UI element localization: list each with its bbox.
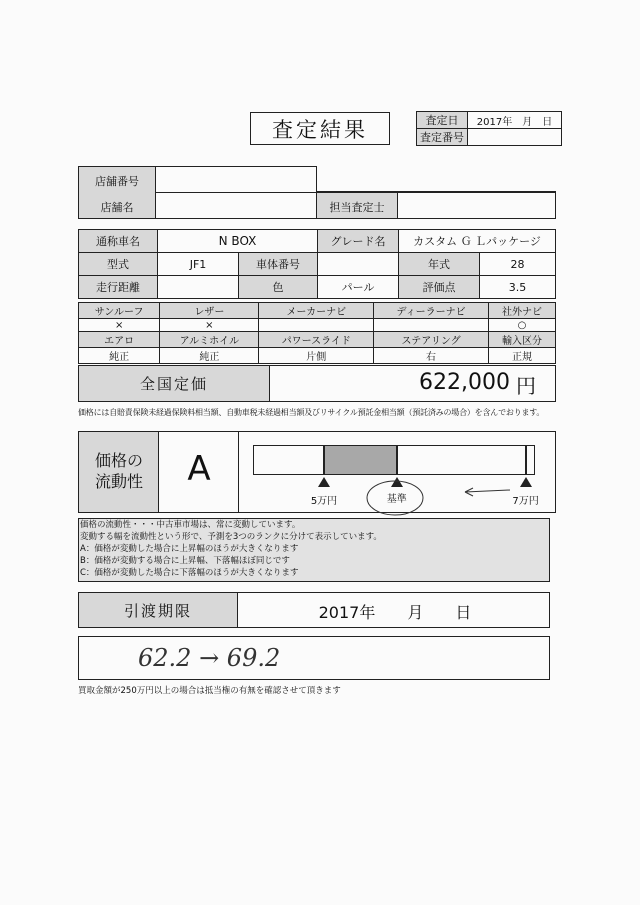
- price-unit: 円: [516, 374, 536, 398]
- title-box: [250, 112, 390, 145]
- marker-center-line: [396, 445, 398, 475]
- explanation-line: A：価格が変動した場合に上昇幅のほうが大きくなります: [80, 544, 299, 554]
- store-number-label: 店舗番号: [95, 175, 139, 188]
- equipment-header-row-1: [79, 303, 556, 319]
- handwritten-annotation-marks: [240, 478, 556, 520]
- grade-value: カスタム Ｇ Ｌパッケージ: [399, 230, 556, 253]
- appraisal-number-value: [468, 129, 562, 146]
- marker-right-line: [525, 445, 527, 475]
- equipment-header: レザー: [160, 303, 259, 319]
- model-label: 型式: [79, 253, 158, 276]
- grade-label: グレード名: [318, 230, 399, 253]
- page-title: 査定結果: [272, 117, 368, 142]
- vehicle-name-label: 通称車名: [79, 230, 158, 253]
- equipment-value-row-1: [79, 319, 556, 332]
- liquidity-label-line-1: 価格の: [94, 451, 143, 470]
- appraisal-date-value: 2017年 月 日: [468, 112, 562, 129]
- equipment-value: ×: [160, 319, 259, 332]
- body-number-label: 車体番号: [239, 253, 318, 276]
- explanation-line: 価格の流動性・・・中古車市場は、常に変動しています。: [80, 520, 301, 530]
- vehicle-table: [78, 229, 556, 299]
- equipment-header-row-2: [79, 332, 556, 348]
- equipment-header: メーカーナビ: [259, 303, 374, 319]
- appraisal-date-label: 査定日: [417, 112, 468, 129]
- equipment-table: [78, 302, 556, 364]
- equipment-value: 片側: [259, 348, 374, 364]
- equipment-value: [259, 319, 374, 332]
- equipment-header: パワースライド: [259, 332, 374, 348]
- equipment-header: アルミホイル: [160, 332, 259, 348]
- color-label: 色: [239, 276, 318, 299]
- liquidity-bar: [253, 445, 535, 475]
- equipment-header: ステアリング: [374, 332, 489, 348]
- marker-label-center: 基準: [386, 494, 407, 505]
- delivery-label: 引渡期限: [123, 601, 192, 620]
- year-label: 年式: [399, 253, 480, 276]
- delivery-value: 2017年 月 日: [318, 603, 472, 622]
- equipment-header: 社外ナビ: [488, 303, 555, 319]
- handwritten-memo: 62.2 → 69.2: [138, 644, 281, 672]
- equipment-header: 輸入区分: [488, 332, 555, 348]
- store-name-label: 店舗名: [100, 201, 134, 214]
- equipment-value: 右: [374, 348, 489, 364]
- appraiser-label: 担当査定士: [329, 201, 385, 214]
- footer-note: 買取金額が250万円以上の場合は抵当権の有無を確認させて頂きます: [78, 686, 341, 696]
- liquidity-label-line-2: 流動性: [94, 472, 143, 491]
- mileage-label: 走行距離: [79, 276, 158, 299]
- header-info-table: [416, 111, 562, 146]
- liquidity-band: [324, 446, 397, 474]
- equipment-value-row-2: [79, 348, 556, 364]
- liquidity-grade: A: [187, 449, 211, 489]
- marker-left-line: [323, 445, 325, 475]
- score-label: 評価点: [399, 276, 480, 299]
- price-value: 622,000: [419, 370, 510, 395]
- equipment-value: 正規: [488, 348, 555, 364]
- equipment-value: 純正: [79, 348, 160, 364]
- equipment-header: ディーラーナビ: [374, 303, 489, 319]
- appraisal-number-label: 査定番号: [417, 129, 468, 146]
- price-note: 価格には自賠責保険未経過保険料相当額、自動車税未経過相当額及びリサイクル預託金相当額（預託済みの場合）を含んでおります。: [78, 408, 545, 417]
- equipment-value: ○: [488, 319, 555, 332]
- explanation-line: 変動する幅を流動性という形で、予測を3つのランクに分けて表示しています。: [80, 532, 382, 542]
- score-value: 3.5: [480, 276, 556, 299]
- equipment-value: ×: [79, 319, 160, 332]
- equipment-value: [374, 319, 489, 332]
- explanation-line: C：価格が変動した場合に下落幅のほうが大きくなります: [80, 568, 299, 578]
- equipment-header: サンルーフ: [79, 303, 160, 319]
- vehicle-name-value: N BOX: [158, 230, 318, 253]
- color-value: パール: [318, 276, 399, 299]
- equipment-value: 純正: [160, 348, 259, 364]
- equipment-header: エアロ: [79, 332, 160, 348]
- marker-label-left: 5万円: [310, 496, 338, 507]
- marker-label-right: 7万円: [512, 496, 539, 507]
- year-value: 28: [480, 253, 556, 276]
- model-value: JF1: [158, 253, 239, 276]
- price-label: 全国定価: [139, 375, 208, 393]
- explanation-line: B：価格が変動する場合に上昇幅、下落幅ほぼ同じです: [80, 556, 290, 566]
